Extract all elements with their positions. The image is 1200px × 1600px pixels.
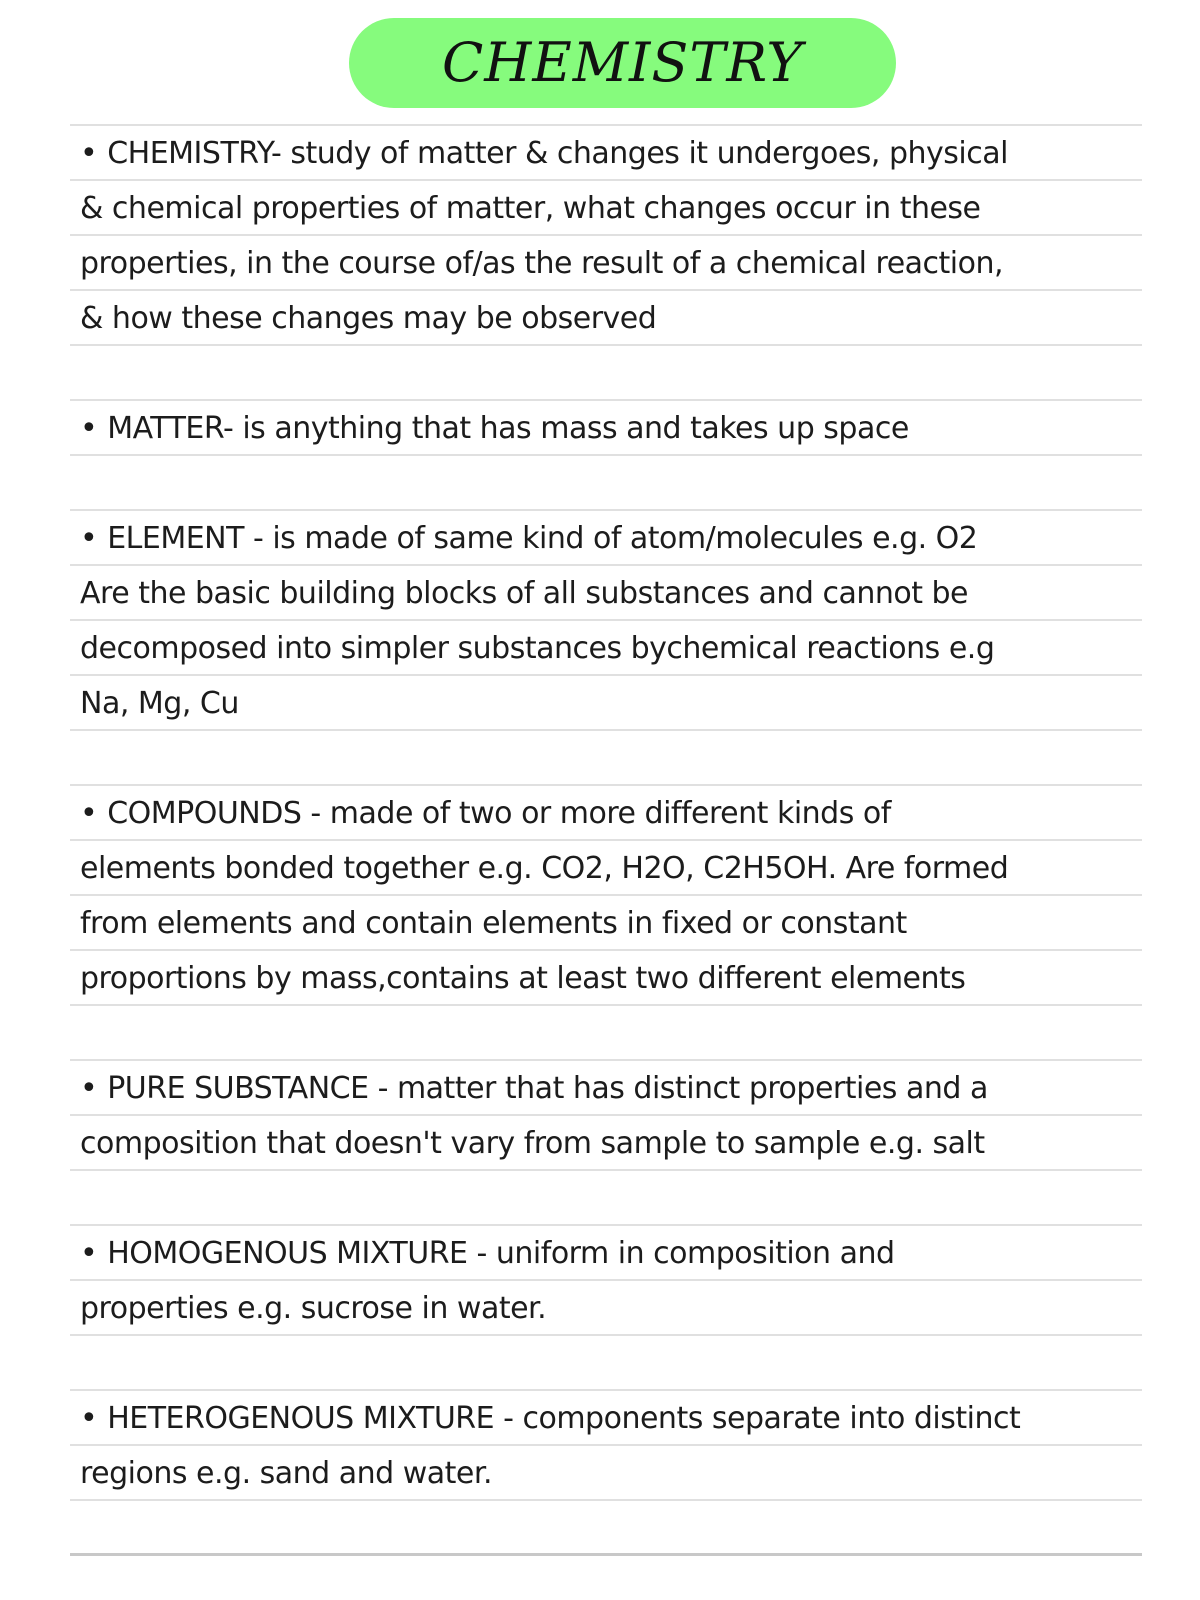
bottom-rule	[70, 1553, 1142, 1556]
ruled-line	[70, 729, 1142, 731]
page-title: CHEMISTRY	[441, 31, 804, 94]
bullet-icon: •	[80, 1071, 98, 1106]
definition-text: composition that doesn't vary from sample to sample e.g. salt	[80, 1126, 985, 1161]
note-line	[80, 289, 1140, 344]
bullet-icon: •	[80, 521, 98, 556]
definition-text: CHEMISTRY- study of matter & changes it undergoes, physical	[107, 136, 1008, 171]
definition-text: & chemical properties of matter, what changes occur in these	[80, 191, 981, 226]
note-line	[80, 839, 1140, 894]
definition-text: Are the basic building blocks of all substances and cannot be	[80, 576, 969, 611]
definition-text: HETEROGENOUS MIXTURE - components separate into distinct	[107, 1401, 1021, 1436]
definition-text: HOMOGENOUS MIXTURE - uniform in composition and	[107, 1236, 895, 1271]
note-line	[80, 509, 1140, 564]
ruled-line	[70, 454, 1142, 456]
note-line	[80, 1444, 1140, 1499]
note-line	[80, 784, 1140, 839]
definition-text: elements bonded together e.g. CO2, H2O, C2H5OH. Are formed	[80, 851, 1009, 886]
bullet-icon: •	[80, 136, 98, 171]
note-line	[80, 564, 1140, 619]
definition-text: & how these changes may be observed	[80, 301, 657, 336]
definition-text: ELEMENT - is made of same kind of atom/molecules e.g. O2	[107, 521, 978, 556]
note-line	[80, 894, 1140, 949]
bullet-icon: •	[80, 411, 98, 446]
note-line	[80, 1389, 1140, 1444]
bullet-icon: •	[80, 1401, 98, 1436]
definition-text: Na, Mg, Cu	[80, 686, 239, 721]
definition-text: proportions by mass,contains at least two different elements	[80, 961, 966, 996]
note-line	[80, 949, 1140, 1004]
title-banner	[349, 18, 896, 108]
note-line	[80, 124, 1140, 179]
ruled-line	[70, 1334, 1142, 1336]
definition-text: PURE SUBSTANCE - matter that has distinct properties and a	[107, 1071, 988, 1106]
note-line	[80, 1059, 1140, 1114]
definition-text: COMPOUNDS - made of two or more different kinds of	[107, 796, 891, 831]
definition-text: decomposed into simpler substances bychemical reactions e.g	[80, 631, 995, 666]
definition-text: regions e.g. sand and water.	[80, 1456, 492, 1491]
definition-text: properties, in the course of/as the result of a chemical reaction,	[80, 246, 1004, 281]
ruled-line	[70, 1169, 1142, 1171]
note-line	[80, 234, 1140, 289]
definition-text: MATTER- is anything that has mass and takes up space	[107, 411, 909, 446]
bullet-icon: •	[80, 796, 98, 831]
bullet-icon: •	[80, 1236, 98, 1271]
note-line	[80, 1114, 1140, 1169]
note-line	[80, 1224, 1140, 1279]
definition-text: properties e.g. sucrose in water.	[80, 1291, 547, 1326]
ruled-line	[70, 344, 1142, 346]
note-line	[80, 179, 1140, 234]
definition-text: from elements and contain elements in fixed or constant	[80, 906, 907, 941]
ruled-line	[70, 1499, 1142, 1501]
note-line	[80, 674, 1140, 729]
note-line	[80, 619, 1140, 674]
note-line	[80, 1279, 1140, 1334]
ruled-line	[70, 1004, 1142, 1006]
note-line	[80, 399, 1140, 454]
